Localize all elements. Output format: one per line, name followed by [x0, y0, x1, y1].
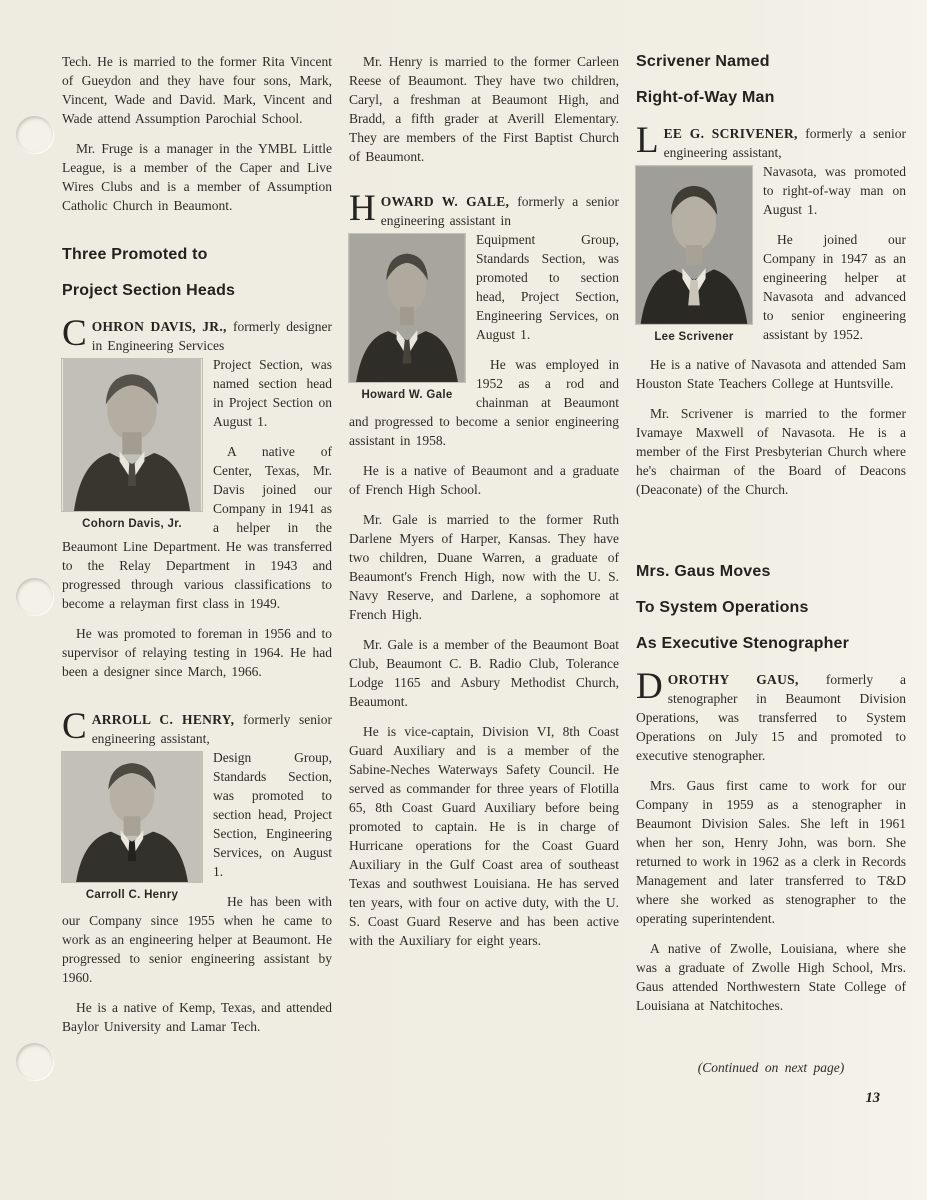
paragraph-gale-member: Mr. Gale is a member of the Beaumont Boat Club, Beaumont C. B. Radio Club, Tolerance Lodge 1165 and Asbury Methodist Church, Beaumont. — [349, 637, 619, 709]
portrait-photo-cohorn-davis — [62, 359, 202, 511]
page-number: 13 — [865, 1090, 880, 1106]
heading-three-promoted — [62, 245, 332, 301]
photo-caption: Carroll C. Henry — [85, 889, 179, 901]
photo-caption: Cohorn Davis, Jr. — [82, 518, 182, 530]
paragraph-scrivener-native: He is a native of Navasota and attended Sam Houston State Teachers College at Huntsville. — [636, 357, 906, 391]
paragraph-davis-foreman: He was promoted to foreman in 1956 and to supervisor of relaying testing in 1964. He had been a designer since March, 1966. — [62, 626, 332, 679]
paragraph-davis-native: A native of Center, Texas, Mr. Davis joined our Company in 1941 as a helper in the Beaumont Line Department. He was transferred to the Relay Department in 1943 and progressed through various classifications to become a relayman first class in 1949. — [62, 444, 332, 611]
article-lede-continuation: Design Group, Standards Section, was promoted to section head, Project Section, Engineering Services, on August 1. — [213, 750, 332, 879]
dropcap-letter: L — [636, 120, 659, 161]
lede-text: formerly designer in Engineering Services — [91, 319, 332, 353]
paragraph-gale-coast-guard: He is vice-captain, Division VI, 8th Coast Guard Auxiliary and is a member of the Sabine-Neches Waterways Safety Council. He served as commander for three years of Flotilla 65, 8th Coast Guard Auxiliary before being promoted to captain. He is in charge of Hurricane operations for the Coast Guard Auxiliary in the Gulf Coast area of southeast Texas and southwest Louisiana. He has served ten years, with four on active duty, with the U. S. Coast Guard Reserve and has been active with the Auxiliary for eight years. — [349, 724, 619, 948]
article-howard-gale — [349, 188, 619, 961]
heading-line: Right-of-Way Man — [636, 89, 775, 106]
paragraph-scrivener-married: Mr. Scrivener is married to the former Ivamaye Maxwell of Navasota. He is a member of the First Presbyterian Church where he's chairman of the Board of Deacons (Deaconate) of the Church. — [636, 406, 906, 497]
heading-gaus — [636, 562, 906, 654]
heading-scrivener — [636, 52, 906, 108]
photo-block-carroll-henry — [62, 752, 202, 901]
article-dorothy-gaus — [636, 666, 906, 1026]
column-left — [62, 52, 332, 1107]
heading-line: As Executive Stenographer — [636, 635, 850, 652]
photo-block-cohorn-davis — [62, 359, 202, 530]
portrait-photo-carroll-henry — [62, 752, 202, 882]
person-name: ARROLL C. HENRY, — [91, 712, 244, 727]
heading-line: Mrs. Gaus Moves — [636, 563, 771, 580]
paragraph-gale-native: He is a native of Beaumont and a graduate of French High School. — [349, 463, 619, 497]
photo-caption: Howard W. Gale — [361, 389, 453, 401]
continued-note: (Continued on next page) — [697, 1060, 845, 1075]
paragraph-henry-native: He is a native of Kemp, Texas, and attended Baylor University and Lamar Tech. — [62, 1000, 332, 1034]
paragraph-gale-employed: He was employed in 1952 as a rod and chainman at Beaumont and progressed to become a senior engineering assistant in 1958. — [349, 357, 619, 448]
dropcap-letter: H — [349, 188, 376, 229]
paragraph-gaus-first-came: Mrs. Gaus first came to work for our Company in 1959 as a stenographer in Beaumont Division Sales. She left in 1961 when her son, Henry John, was born. She returned to work in 1962 as a clerk in Records Management and later transferred to T&D where she worked as stenographer to the operating superintendent. — [636, 778, 906, 926]
paragraph-tech-continued: Tech. He is married to the former Rita Vincent of Gueydon and they have four sons, Mark, Vincent, Wade and David. Mark, Vincent and Wade attend Assumption Parochial School. — [62, 54, 332, 126]
heading-line: Scrivener Named — [636, 53, 770, 70]
portrait-photo-howard-gale — [349, 234, 465, 382]
article-carroll-henry — [62, 706, 332, 1047]
lede-text: formerly a senior engineering assistant in — [380, 194, 619, 228]
paragraph-henry-family: Mr. Henry is married to the former Carleen Reese of Beaumont. They have two children, Caryl, a freshman at Beaumont High, and Bradd, a fifth grader at Averill Elementary. They are members of the First Baptist Church of Beaumont. — [349, 54, 619, 164]
lede-text: formerly a stenographer in Beaumont Division Operations, was transferred to System Operations on July 15 and promoted to executive stenographer. — [636, 672, 906, 763]
article-cohron-davis — [62, 313, 332, 692]
person-name: OROTHY GAUS, — [667, 672, 826, 687]
lede-text: formerly senior engineering assistant, — [91, 712, 332, 746]
heading-line: To System Operations — [636, 599, 809, 616]
paragraph-gale-married: Mr. Gale is married to the former Ruth Darlene Myers of Harper, Kansas. They have two children, Duane Warren, a graduate of Beaumont's French High, now with the U. S. Navy Reserve, and Darlene, a sophomore at French High. — [349, 512, 619, 622]
paragraph-scrivener-joined: He joined our Company in 1947 as an engineering helper at Navasota and advanced to senior engineering assistant by 1952. — [763, 232, 906, 342]
article-lee-scrivener — [636, 120, 906, 510]
photo-caption: Lee Scrivener — [654, 331, 734, 343]
column-right — [636, 52, 906, 1107]
article-lede — [636, 120, 906, 162]
photo-block-howard-gale — [349, 234, 465, 401]
lede-text: formerly a senior engineering assistant, — [663, 126, 906, 160]
person-name: OWARD W. GALE, — [380, 194, 518, 209]
article-lede — [636, 666, 906, 765]
heading-line: Project Section Heads — [62, 282, 236, 299]
article-lede — [62, 313, 332, 355]
article-lede — [62, 706, 332, 748]
photo-block-lee-scrivener — [636, 166, 752, 343]
person-name: OHRON DAVIS, JR., — [91, 319, 234, 334]
column-middle — [349, 52, 619, 1107]
dropcap-letter: D — [636, 666, 663, 707]
article-lede — [349, 188, 619, 230]
paragraph-gaus-native: A native of Zwolle, Louisiana, where she was a graduate of Zwolle High School, Mrs. Gaus attended Northwestern State College of Louisiana at Natchitoches. — [636, 941, 906, 1013]
article-lede-continuation: Navasota, was promoted to right-of-way man on August 1. — [763, 164, 906, 217]
heading-line: Three Promoted to — [62, 246, 208, 263]
paragraph-fruge: Mr. Fruge is a manager in the YMBL Little League, is a member of the Caper and Live Wires Clubs and is a member of Assumption Catholic Church in Beaumont. — [62, 141, 332, 213]
article-lede-continuation: Project Section, was named section head in Project Section on August 1. — [213, 357, 332, 429]
paragraph-henry-company: He has been with our Company since 1955 when he came to work as an engineering helper at Beaumont. He progressed to senior engineering assistant by 1960. — [62, 894, 332, 985]
portrait-photo-lee-scrivener — [636, 166, 752, 324]
person-name: EE G. SCRIVENER, — [663, 126, 806, 141]
article-lede-continuation: Equipment Group, Standards Section, was promoted to section head, Project Section, Engineering Services, on August 1. — [476, 232, 619, 342]
dropcap-letter: C — [62, 313, 87, 354]
dropcap-letter: C — [62, 706, 87, 747]
